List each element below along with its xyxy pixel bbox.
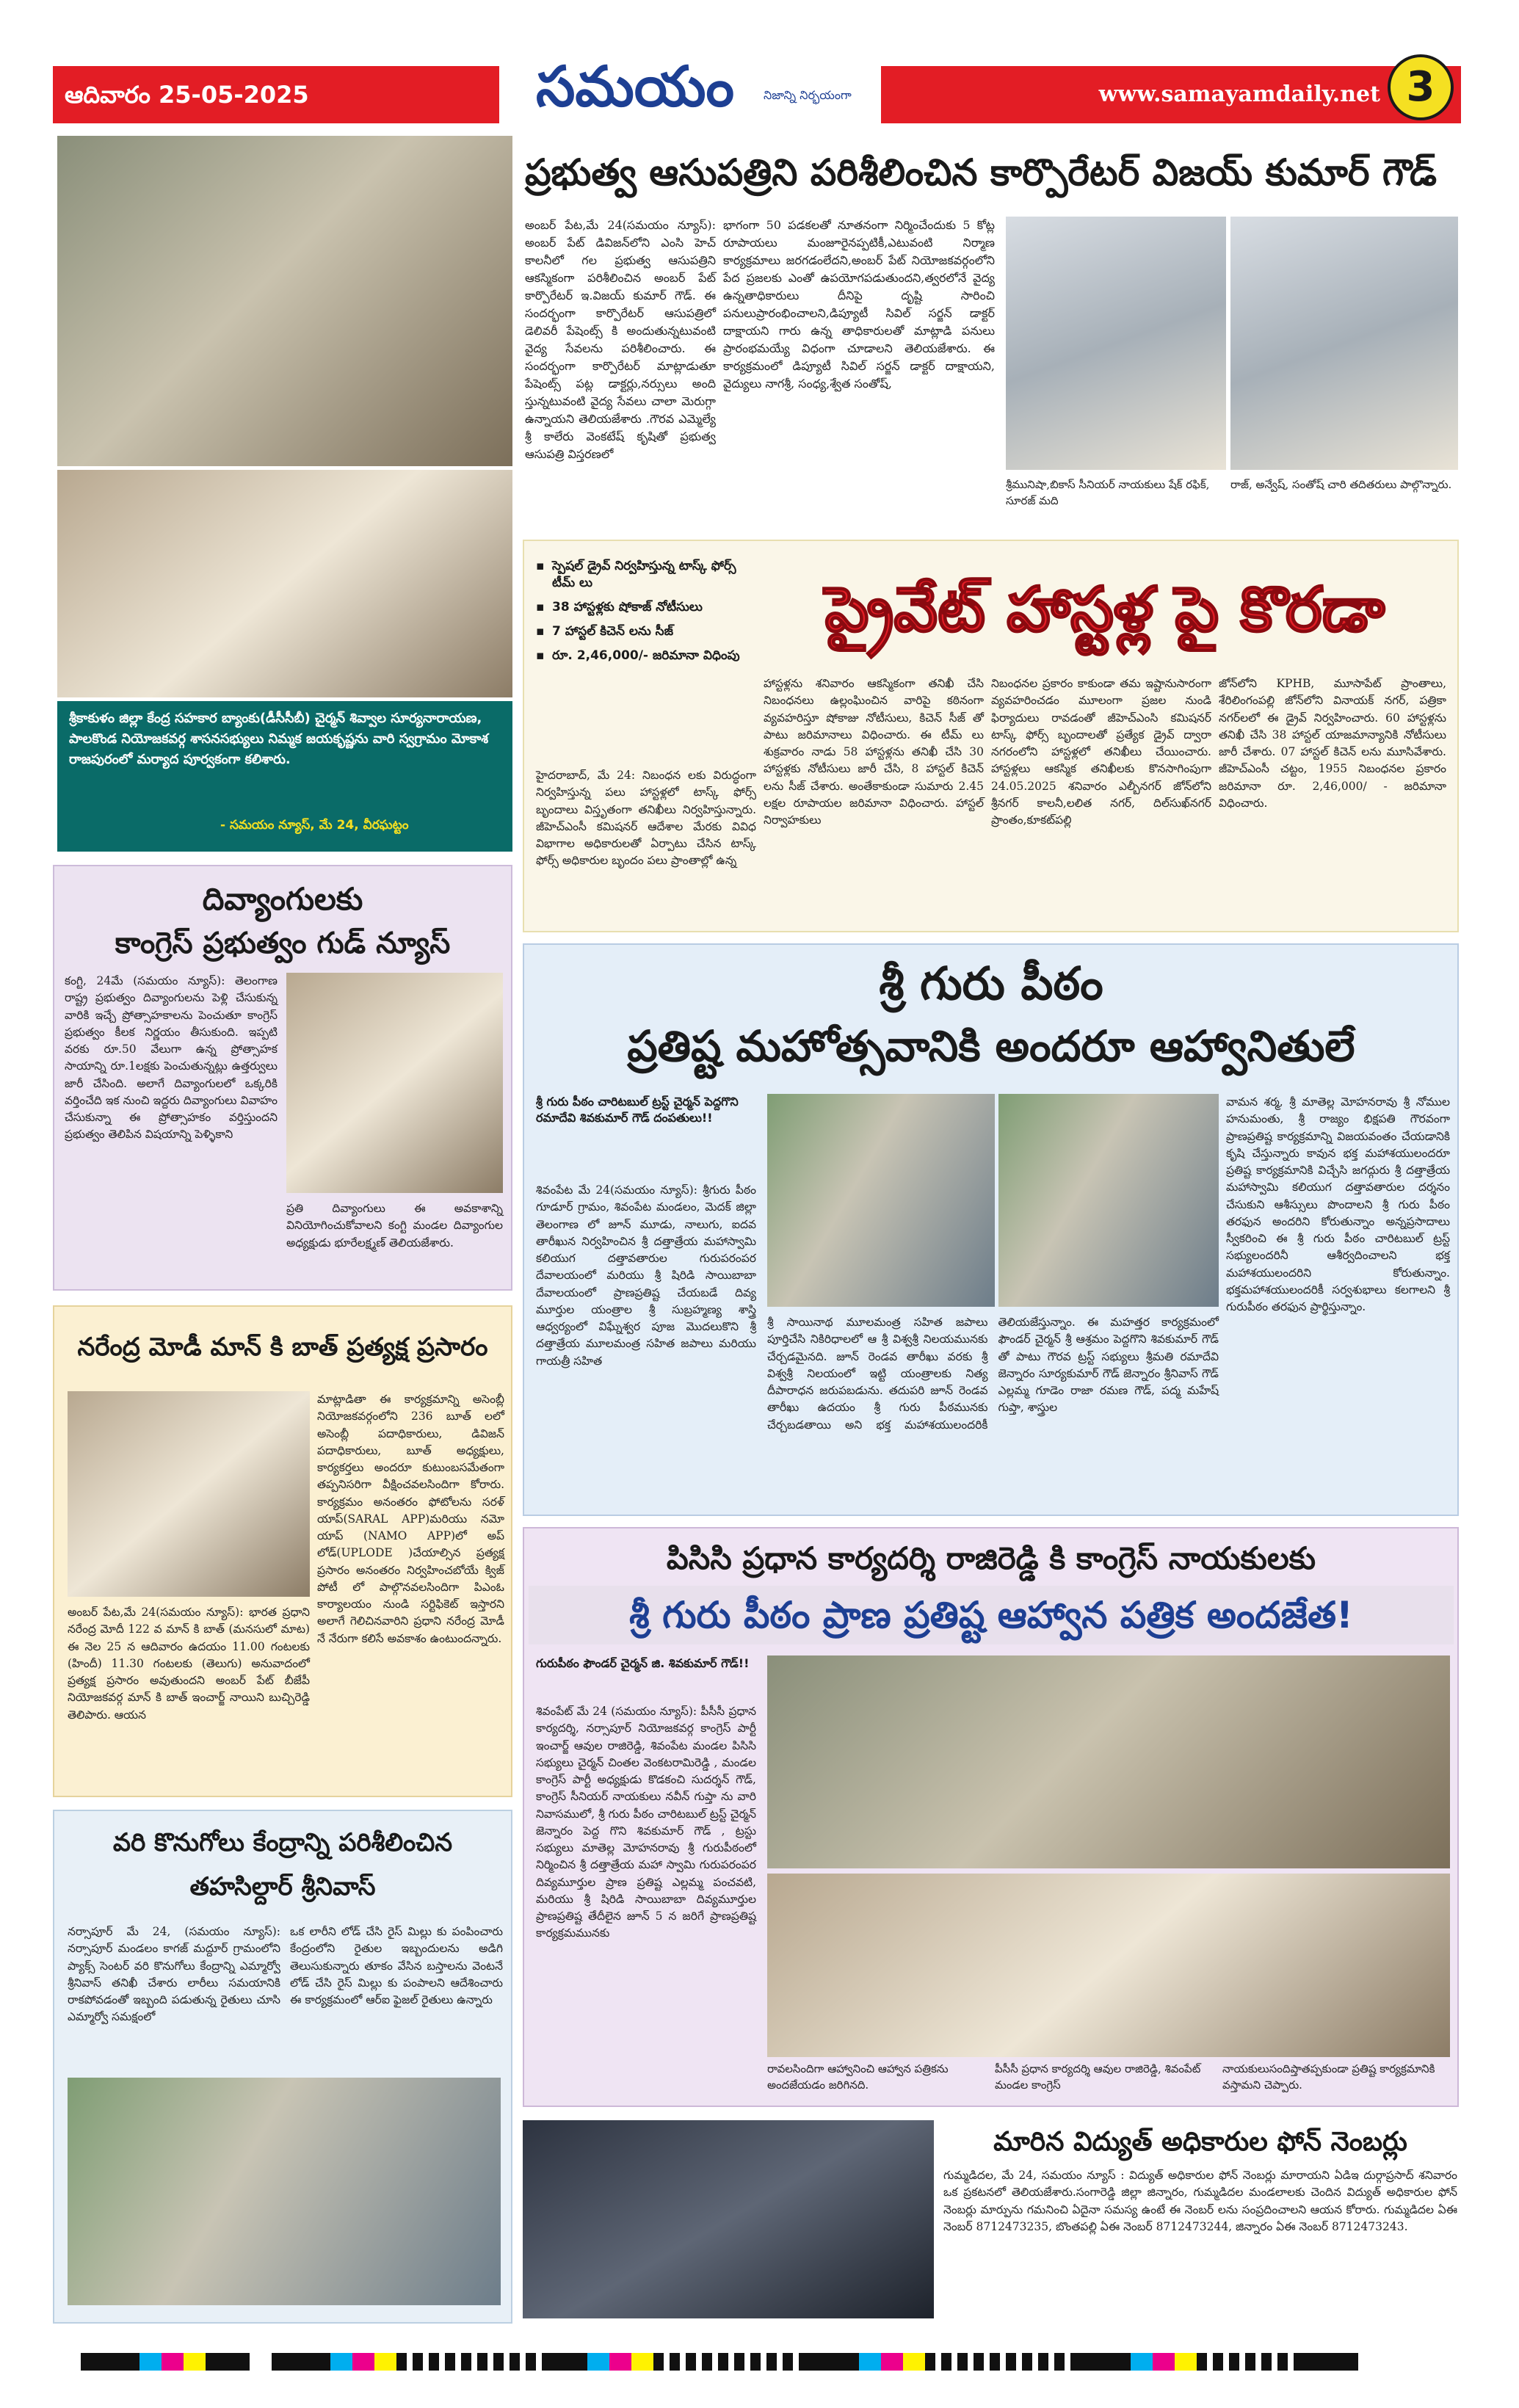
color-registration-bar — [81, 2353, 1439, 2371]
pcc-text: శివంపేట్ మే 24 (సమయం న్యూస్): పీసీసీ ప్రధాన కార్యదర్శి, నర్సాపూర్ నియోజకవర్గ కాంగ్రెస్ పార్టీ ఇంచార్జ్ ఆవుల రాజిరెడ్డి, శివంపేట మండల పిసిసి సభ్యులు చైర్మన్ చింతల వెంకటరామిరెడ్డి , మండల కాంగ్రెస్ పార్టీ అధ్యక్షుడు కొడకంచి సుదర్శన్ గౌడ్, కాంగ్రెస్ సీనియర్ నాయకులు నవీన్ గుప్తా ను వారి నివాసములో, శ్రీ గురు పీఠం చారిటబుల్ ట్రస్ట్ చైర్మన్ జెన్నారం పెద్ద గొని శివకుమార్ గౌడ్ , ట్రస్టు సభ్యులు మాతెల్ల మోహనరావు శ్రీ గురుపీఠంలో నిర్మించిన శ్రీ దత్తాత్రేయ మహా స్వామి గురుపరంపర దివ్యమూర్తుల ప్రాణ ప్రతిష్ట ఎల్లమ్మ పంచవటి, మరియు శ్రీ షిరిడి సాయిబాబా దివ్యమూర్తుల ప్రాణప్రతిష్ట తేదీలైన జూన్ 5 న జరిగే ప్రాణప్రతిష్ట కార్యక్రమమునకు — [536, 1705, 756, 1940]
vidyut-text: గుమ్మడిదల, మే 24, సమయం న్యూస్ : విద్యుత్ అధికారుల ఫోన్ నెంబర్లు మారాయని ఏడిఇ దుర్గాప్రసాద్ శనివారం ఒక ప్రకటనలో తెలియజేశారు.సంగారెడ్డి జిల్లా జిన్నారం, గుమ్మడిదల మండలాలకు చెందిన విద్యుత్ అధికారుల ఫోన్ నెంబర్లు మార్పును గమనించి ఏదైనా సమస్య ఉంటే ఈ నెంబర్ లను సంప్రదించాలని ఆయన కోరారు. గుమ్మడిదల ఏఈ నెంబర్ 8712473235, బొంతపల్లి ఏఈ నెంబర్ 8712473244, జిన్నారం ఏఈ నెంబర్ 8712473243. — [943, 2169, 1457, 2233]
vari-col2: ఒక లారీని లోడ్ చేసి రైస్ మిల్లు కు పంపించారు కేంద్రంలోని రైతుల ఇబ్బందులను అడిగి తెలుసుకున్నారు తూకం వేసిన బస్తాలను వెంటనే లోడ్ చేసి రైస్ మిల్లు కు పంపాలని ఆదేశించారు ఈ కార్యక్రమంలో ఆర్ఐ ఫైజల్ రైతులు ఉన్నారు — [290, 1925, 503, 2006]
hostel-col2: హాస్టళ్లను శనివారం ఆకస్మికంగా తనిఖీ చేసి నిబంధనలు ఉల్లంఘించిన వారిపై కఠినంగా వ్యవహరిస్తూ షోకాజు నోటీసులు, కిచెన్ సీజ్ తో పాటు జరిమానాలు విధించారు. ఈ టీమ్ లు శుక్రవారం నాడు 58 హాస్టళ్లను తనిఖీ చేసి 30 హాస్టళ్లకు నోటీసులు జారీ చేసి, 8 హాస్టల్ కిచెన్ లను సీజ్ చేశారు. అంతేకాకుండా సుమారు 2.45 లక్షల రూపాయల జరిమానా విధించారు. హాస్టల్ నిర్వాహకులు — [764, 677, 984, 827]
story1-col2: భాగంగా 50 పడకలతో నూతనంగా నిర్మించేందుకు 5 కోట్ల రూపాయలు మంజూరైనప్పటికీ,ఎటువంటి నిర్మాణ కార్యక్రమాలు జరగడంలేదని,అంబర్ పేట్ నియోజకవర్గంలోని పేద ప్రజలకు ఎంతో ఉపయోగపడుతుందని,త్వరలోనే వైద్య ఉన్నతాధికారులు దీనిపై దృష్టి సారించి పనులుప్రారంభించాలని,డిప్యూటీ సివిల్ సర్జన్ డాక్టర్ దాక్షాయని గారు ఉన్న తాధికారులతో మాట్లాడి పనులు ప్రారంభమయ్యే విధంగా చూడాలని తెలియజేశారు. ఈ కార్యక్రమంలో డిప్యూటీ సివిల్ సర్జన్ డాక్టర్ దాక్షాయని, వైద్యులు నాగశ్రీ, సంధ్య,శ్వేత సంతోష్, — [723, 218, 995, 391]
masthead-logo: సమయం — [535, 54, 735, 119]
photo-sriguru-2 — [998, 1094, 1219, 1307]
photo-vari-center — [68, 2078, 501, 2305]
photo-hospital-2 — [1230, 217, 1458, 470]
divyang-text-a: కంగ్టి, 24మే (సమయం న్యూస్): తెలంగాణ రాష్ట్ర ప్రభుత్వం దివ్యాంగులను పెళ్లి చేసుకున్న వారికి ఇచ్చే ప్రోత్సాహకాలను పెంచుతూ కాంగ్రెస్ ప్రభుత్వం కీలక నిర్ణయం తీసుకుంది. ఇప్పటి వరకు రూ.50 వేలుగా ఉన్న ప్రోత్సాహక సాయాన్ని రూ.1లక్షకు పెంచుతున్నట్లు ఉత్తర్వులు జారీ చేసింది. అలాగే దివ్యాంగులలో ఒక్కరికి వర్తించేది ఇక నుంచి ఇద్దరు దివ్యాంగులు వివాహం చేసుకున్నా ఈ ప్రోత్సాహకం వర్తిస్తుందని ప్రభుత్వం తెలిపిన విషయాన్ని పెళ్ళికాని — [65, 974, 278, 1142]
sriguru-col3: వామన శర్మ, శ్రీ మాతెల్ల మోహనరావు శ్రీ నోముల హనుమంతు, శ్రీ రాజ్యం భిక్షపతి గౌరవంగా ప్రాణప్రతిష్ట కార్యక్రమాన్ని విజయవంతం చేయడానికి కృషి చేస్తున్నారు కావున భక్త మహాశయులందరూ ప్రతిష్ట కార్యక్రమానికి విచ్చేసి జగద్గురు శ్రీ దత్తాత్రేయ మహాస్వామి కలియుగ దత్తావతారుల దర్శనం చేసుకుని ఆశీస్సులు పొందాలని శ్రీ గురు పీఠం తరఫున అందరిని కోరుతున్నాం అన్నప్రసాదాలు స్వీకరించి ఈ శ్రీ గురు పీఠం చారిటబుల్ ట్రస్ట్ సభ్యులందరినీ ఆశీర్వదించాలని భక్త మహాశయులందరిని కోరుతున్నాం. భక్తమహాశయులందరికీ సర్వశుభాలు కలగాలని శ్రీ గురుపీఠం తరఫున ప్రార్థిస్తున్నాం. — [1226, 1095, 1450, 1313]
page-number: 3 — [1388, 54, 1454, 120]
divyang-text-b: ప్రతి దివ్యాంగులు ఈ అవకాశాన్ని వినియోగించుకోవాలని కంగ్టి మండల దివ్యాంగుల అధ్యక్షుడు భూరేలక్ష్మణ్ తెలియజేశారు. — [286, 1202, 503, 1250]
story1-headline: ప్రభుత్వ ఆసుపత్రిని పరిశీలించిన కార్పొరేటర్ విజయ్ కుమార్ గౌడ్ — [525, 151, 1437, 194]
pcc-caption-2: పీసీసీ ప్రధాన కార్యదర్శి ఆవుల రాజిరెడ్డి, శివంపేట్ మండల కాంగ్రెస్ — [995, 2062, 1201, 2092]
vari-headline-2: తహసిల్దార్ శ్రీనివాస్ — [189, 1872, 376, 1901]
mkb-text-b: అంబర్ పేట,మే 24(సమయం న్యూస్): భారత ప్రధాని నరేంద్ర మోదీ 122 వ మాన్ కి బాత్ (మనసులో మాట) ఈ నెల 25 న ఆదివారం ఉదయం 11.00 గంటలకు (హిందీ) 11.30 గంటలకు (తెలుగు) అనువాదంలో ప్రత్యక్ష ప్రసారం అవుతుందని అంబర్ పేట్ బీజేపీ నియోజకవర్గ మాన్ కి బాత్ ఇంచార్జ్ నాయిని బుచ్చిరెడ్డి తెలిపారు. ఆయన — [68, 1606, 310, 1722]
mkb-text-a: మాట్లాడితా ఈ కార్యక్రమాన్ని అసెంబ్లీ నియోజకవర్గంలోని 236 బూత్ లలో అసెంబ్లీ పదాధికారులు, డివిజన్ పదాధికారులు, బూత్ అధ్యక్షులు, కార్యకర్తలు అందరూ కుటుంబసమేతంగా తప్పనిసరిగా వీక్షించవలసిందిగా కోరారు. కార్యక్రమం అనంతరం ఫోటోలను సరళ్ యాప్(SARAL APP)మరియు నమో యాప్ (NAMO APP)లో అప్ లోడ్(UPLODE )చేయాల్సిన ప్రత్యక్ష ప్రసారం అనంతరం నిర్వహించబోయే క్విజ్ పోటీ లో పాల్గొనవలసిందిగా పిఎంఓ కార్యాలయం నుండి సర్టిఫికెట్ ఇస్తారని అలాగే గెలిచినవారిని ప్రధాని నరేంద్ర మోడీ నే నేరుగా కలిసే అవకాశం ఉంటుందన్నారు. — [317, 1393, 504, 1645]
hostel-col3: నిబంధనల ప్రకారం కాకుండా తమ ఇష్టానుసారంగా వ్యవహరించడం మూలంగా ప్రజల నుండి ఫిర్యాదులు రావడంతో జీహెచ్ఎంసి కమిషనర్ టాస్క్ ఫోర్స్ బృందాలతో ప్రత్యేక డ్రైవ్ ద్వారా నగరంలోని హాస్టళ్లలో తనిఖీలు చేయించారు. హాస్టళ్లలు ఆకస్మిక తనిఖీలకు కొనసాగింపుగా 24.05.2025 శనివారం ఎల్బీనగర్ జోన్‌లోని శ్రీనగర్ కాలనీ,లలిత నగర్, దిల్‌సుఖ్‌నగర్ ప్రాంతం,కూకట్‌పల్లి — [991, 677, 1211, 827]
photo-sriguru-1 — [767, 1094, 995, 1307]
photo-garland-meeting-2 — [57, 470, 512, 697]
hostel-bullet: ▪ 7 హాస్టల్ కిచెన్ లను సీజ్ — [536, 623, 756, 640]
photo-divyang-leader — [286, 973, 503, 1193]
pcc-caption-3: నాయకులుసందిప్తాతప్పకుండా ప్రతిష్ట కార్యక్రమానికి వస్తామని చెప్పారు. — [1222, 2062, 1435, 2092]
divyang-headline-2: కాంగ్రెస్ ప్రభుత్వం గుడ్ న్యూస్ — [115, 926, 451, 960]
sriguru-col2: శ్రీ సాయినాథ మూలమంత్ర సహిత జపాలు పూర్తిచేసి నికిరిధాలలో ఆ శ్రీ విశ్వశ్రీ నిలయమునకు చేర్చడమైనది. జూన్ రెండవ తారీఖు వరకు శ్రీ విశ్వశ్రీ నిలయంలో ఇట్టి యంత్రాలకు నిత్య దీపారాధన జరుపబడును. తదుపరి జూన్ రెండవ తారీఖు ఉదయం శ్రీ గురు పీఠమునకు చేర్చబడతాయి అని భక్త మహాశయులందరికీ తెలియజేస్తున్నాం. ఈ మహత్తర కార్యక్రమంలో ఫౌండర్ చైర్మన్ శ్రీ ఆశ్రమం పెద్దగొని శివకుమార్ గౌడ్ తో పాటు గౌరవ ట్రస్ట్ సభ్యులు శ్రీమతి రమాదేవి జెన్నారం సూర్యకుమార్ గౌడ్ జెన్నారం శ్రీనివాస్ గౌడ్ ఎల్లమ్మ గూడెం రాజా రమణ గౌడ్, పద్మ మహేష్ గుప్తా, శాస్త్రుల — [767, 1316, 1219, 1432]
pcc-byline: గురుపీఠం ఫౌండర్ చైర్మన్ జి. శివకుమార్ గౌడ్!! — [536, 1656, 750, 1670]
pcc-headline-2: శ్రీ గురు పీఠం ప్రాణ ప్రతిష్ట ఆహ్వాన పత్రిక అందజేత! — [629, 1594, 1353, 1636]
sriguru-col1: శివంపేట మే 24(సమయం న్యూస్): శ్రీగురు పీఠం గూడూర్ గ్రామం, శివంపేట మండలం, మెదక్ జిల్లా తెలంగాణ లో జూన్ మూడు, నాలుగు, ఐదవ తారీఖున నిర్వహించిన శ్రీ దత్తాత్రేయ మహాస్వామి కలియుగ దత్తావతారుల గురుపరంపర దేవాలయంలో మరియు శ్రీ షిరిడి సాయిబాబా దేవాలయంలో ప్రాణప్రతిష్ట చేయబడే దివ్య మూర్తుల యంత్రాల శ్రీ సుబ్రహ్మణ్య శాస్త్రి ఆధ్వర్యంలో విఘ్నేశ్వర పూజ మొదలుకొని శ్రీ దత్తాత్రేయ మూలమంత్ర సహిత జపాలు మరియు గాయత్రీ సహిత — [536, 1183, 756, 1368]
hostel-bullets — [536, 558, 756, 764]
photo-phone — [523, 2120, 934, 2318]
photo-garland-meeting-1 — [57, 136, 512, 466]
masthead-website[interactable]: www.samayamdaily.net — [1098, 81, 1380, 107]
story1-col1: అంబర్ పేట,మే 24(సమయం న్యూస్): అంబర్ పేట్ డివిజన్‌లోని ఎంసి హెచ్ కాలనీలో గల ప్రభుత్వ ఆసుపత్రిని ఆకస్మికంగా పరిశీలించిన అంబర్ పేట్ కార్పొరేటర్ ఇ.విజయ్ కుమార్ గౌడ్. ఈ సందర్భంగా కార్పొరేటర్ ఆసుపత్రిలో డెలివరీ పేషెంట్స్ కి అందుతున్నటువంటి వైద్య సేవలను పరిశీలించారు. ఈ సందర్భంగా కార్పొరేటర్ మాట్లాడుతూ పేషెంట్స్ పట్ల డాక్టర్లు,నర్సులు అంది స్తున్నటువంటి వైద్య సేవలు చాలా మెరుగ్గా ఉన్నాయని తెలియజేశారు .గౌరవ ఎమ్మెల్యే శ్రీ కాలేరు వెంకటేష్ కృషితో ప్రభుత్వ ఆసుపత్రి విస్తరణలో — [525, 218, 716, 461]
photo-mkb-leader — [68, 1391, 310, 1597]
vidyut-headline: మారిన విద్యుత్ అధికారుల ఫోన్ నెంబర్లు — [993, 2127, 1407, 2157]
hostel-bullet: ▪ 38 హాస్టళ్లకు షోకాజ్ నోటీసులు — [536, 599, 756, 616]
hostel-bullet: ▪ రూ. 2,46,000/- జరిమానా విధింపు — [536, 648, 756, 664]
pcc-headline-1: పిసిసి ప్రధాన కార్యదర్శి రాజిరెడ్డి కి కాంగ్రెస్ నాయకులకు — [666, 1540, 1316, 1576]
vari-col1: నర్సాపూర్ మే 24, (సమయం న్యూస్): నర్సాపూర్ మండలం కాగజ్ మద్దూర్ గ్రామంలోని ప్యాక్స్ సెంటర్ వరి కొనుగోలు కేంద్రాన్ని ఎమ్మార్వో శ్రీనివాస్ తనిఖీ చేశారు లారీలు సమయానికి రాకపోవడంతో ఇబ్బంది పడుతున్న రైతులు చూసి ఎమ్మార్వో సమక్షంలో — [68, 1925, 280, 2024]
sriguru-bullet: శ్రీ గురు పీఠం చారిటబుల్ ట్రస్ట్ చైర్మన్ పెద్దగొని రమాదేవి శివకుమార్ గౌడ్ దంపతులు!! — [536, 1095, 739, 1125]
hostel-headline: ప్రైవేట్ హాస్టళ్ల పై కొరడా — [824, 573, 1385, 645]
photo-pcc-2 — [767, 1874, 1450, 2057]
masthead-date: ఆదివారం 25-05-2025 — [65, 81, 309, 109]
photo-pcc-1 — [767, 1656, 1450, 1868]
sriguru-headline-2: ప్రతిష్ట మహోత్సవానికి అందరూ ఆహ్వానితులే — [627, 1021, 1355, 1071]
left-caption-credit: - సమయం న్యూస్, మే 24, వీరఘట్టం — [220, 818, 409, 833]
vari-headline-1: వరి కొనుగోలు కేంద్రాన్ని పరిశీలించిన — [112, 1828, 453, 1857]
hostel-col1: హైదరాబాద్, మే 24: నిబంధన లకు విరుద్ధంగా నిర్వహిస్తున్న పలు హాస్టళ్లలో టాస్క్ ఫోర్స్ బృందాలు విస్తృతంగా తనిఖీలు నిర్వహిస్తున్నారు. జీహెచ్ఎంసీ కమిషనర్ ఆదేశాల మేరకు వివిధ విభాగాల అధికారులతో ఏర్పాటు చేసిన టాస్క్ ఫోర్స్ అధికారుల బృందం పలు ప్రాంతాల్లో ఉన్న — [536, 769, 756, 868]
sriguru-headline-1: శ్రీ గురు పీఠం — [879, 957, 1103, 1010]
photo-hospital-1 — [1006, 217, 1226, 470]
masthead-logo-tag: నిజాన్ని నిర్భయంగా — [764, 88, 852, 102]
divyang-headline-1: దివ్యాంగులకు — [202, 881, 363, 917]
left-caption-text: శ్రీకాకుళం జిల్లా కేంద్ర సహకార బ్యాంకు(డీసీసీబీ) చైర్మన్ శివ్వాల సూర్యనారాయణ, పాలకొండ నియోజకవర్గ శాసనసభ్యులు నిమ్మక జయకృష్ణను వారి స్వగ్రామం మోకాశ రాజపురంలో మర్యాద పూర్వకంగా కలిశారు. — [69, 711, 489, 767]
mkb-headline: నరేంద్ర మోడీ మాన్ కి బాత్ ప్రత్యక్ష ప్రసారం — [77, 1332, 488, 1362]
hostel-bullet: ▪ స్పెషల్ డ్రైవ్ నిర్వహిస్తున్న టాస్క్ ఫోర్స్ టీమ్ లు — [536, 558, 756, 592]
story1-col3-tail: రాజ్, అన్వేష్, సంతోష్ చారి తదితరులు పాల్గొన్నారు. — [1230, 478, 1452, 491]
hostel-col4: జోన్‌లోని KPHB, మూసాపేట్ ప్రాంతాలు, శేరిలింగంపల్లి జోన్‌లోని వినాయక్ నగర్, పత్రికా నగర్‌లలో ఈ డ్రైవ్ నిర్వహించారు. 60 హాస్టళ్లను తనిఖీ చేసి 38 హాస్టల్ యాజమాన్యానికి నోటీసులు జారీ చేశారు. 07 హాస్టల్ కిచెన్ లను మూసివేశారు. జీహెచ్ఎంసీ చట్టం, 1955 నిబంధనల ప్రకారం జరిమానా రూ. 2,46,000/ - జరిమానా విధించారు. — [1219, 677, 1446, 810]
pcc-caption-1: రావలసిందిగా ఆహ్వానించి ఆహ్వాన పత్రికను అందజేయడం జరిగినది. — [767, 2062, 949, 2092]
story1-photo-caption: శ్రీమునిషా,బికాస్ సీనియర్ నాయకులు షేక్ రఫిక్, సూరజ్ మది — [1006, 478, 1210, 507]
